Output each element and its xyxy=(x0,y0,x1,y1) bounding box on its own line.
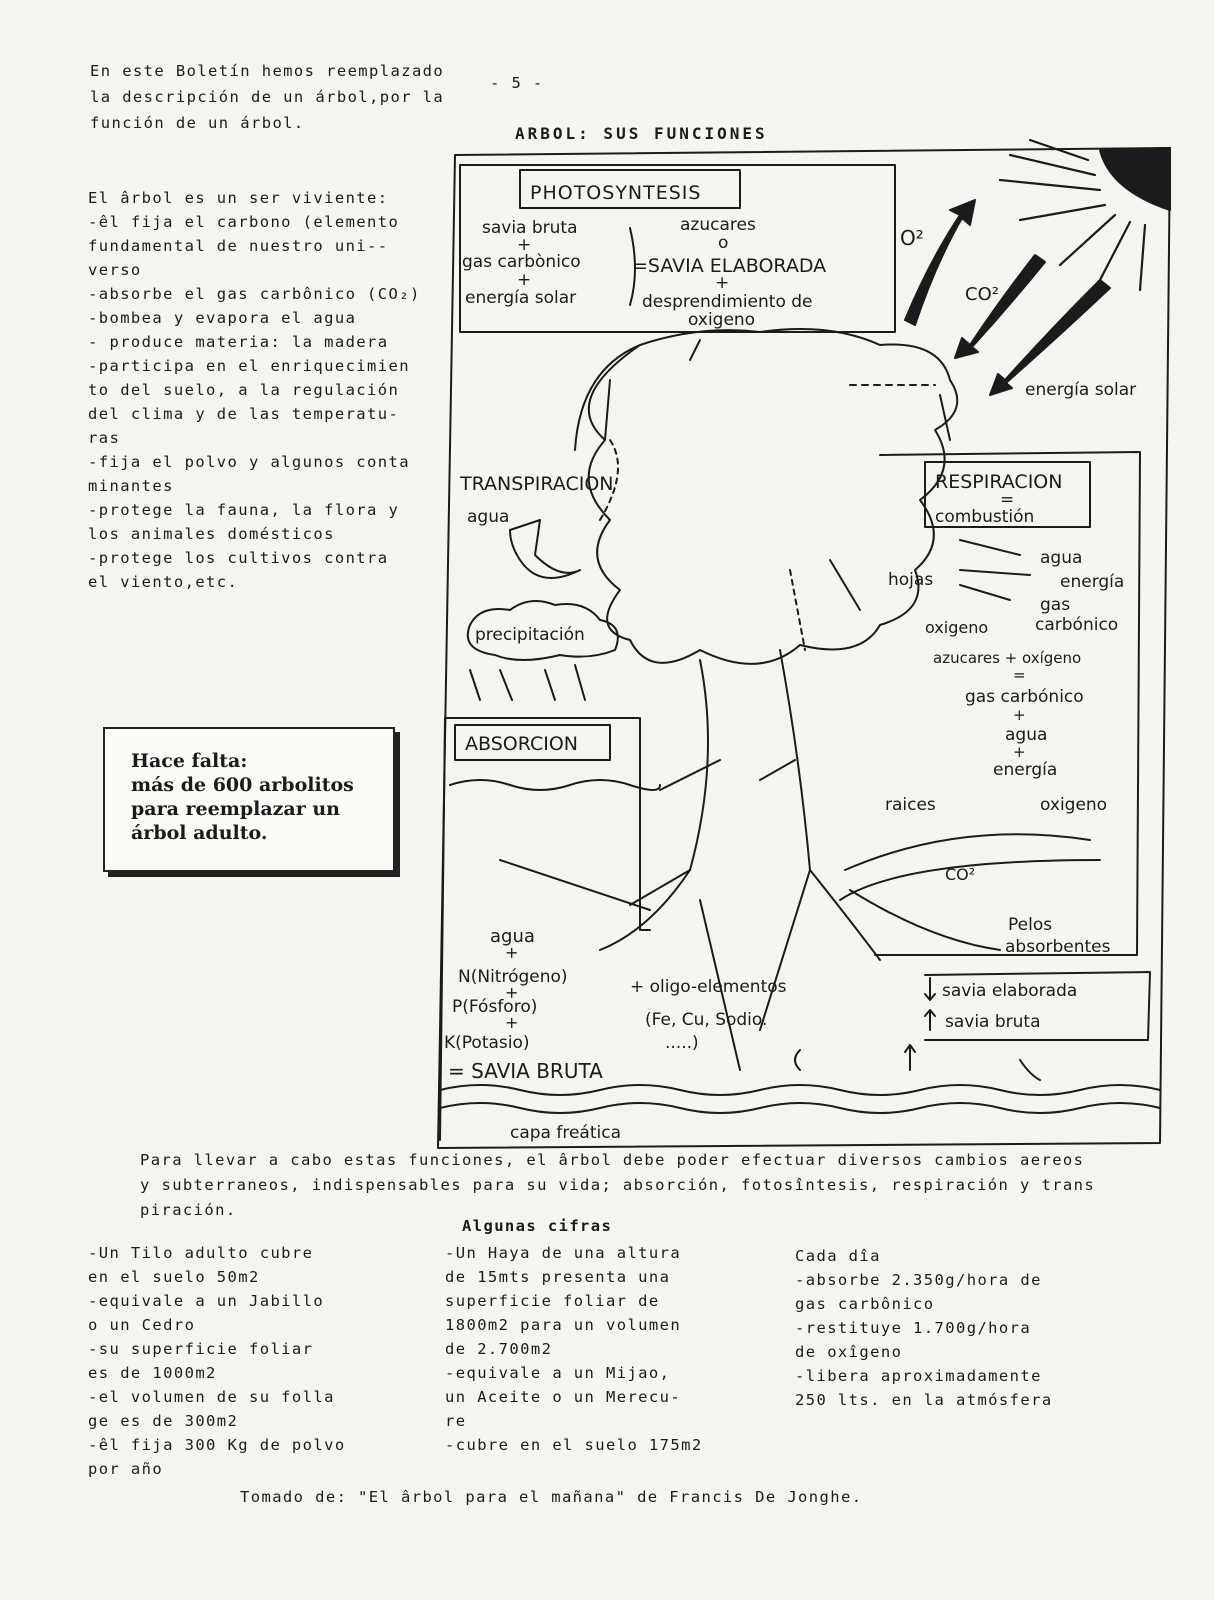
fact-line: to del suelo, a la regulación xyxy=(88,381,400,399)
co2-arrow-icon xyxy=(955,255,1045,358)
cifras-line: -restituye 1.700g/hora xyxy=(795,1319,1032,1337)
absorption-input-3: N(Nitrógeno) xyxy=(458,967,568,987)
o2-label: O² xyxy=(900,226,924,250)
fact-line: los animales domésticos xyxy=(88,525,335,543)
cifras-column-haya xyxy=(445,1241,703,1457)
cifras-line: -equivale a un Mijao, xyxy=(445,1364,671,1382)
cifras-line: de 15mts presenta una xyxy=(445,1268,671,1286)
fact-line: -absorbe el gas carbônico (CO₂) xyxy=(88,285,421,303)
sun-icon xyxy=(1100,148,1170,210)
fact-line: el viento,etc. xyxy=(88,573,239,591)
roots-co2: CO² xyxy=(945,865,976,884)
roots-oxigeno: oxigeno xyxy=(1040,795,1108,815)
fact-line: verso xyxy=(88,261,142,279)
cifras-line: -el volumen de su folla xyxy=(88,1388,335,1406)
absorption-input-4: + xyxy=(505,983,519,1002)
respiration-oxigeno: oxigeno xyxy=(925,618,989,637)
respiration-product-3: gas xyxy=(1040,595,1071,615)
cifras-line: -absorbe 2.350g/hora de xyxy=(795,1271,1042,1289)
fact-line: -fija el polvo y algunos conta xyxy=(88,453,410,471)
cifras-line: superficie foliar de xyxy=(445,1292,660,1310)
photo-output-2: o xyxy=(718,233,729,253)
respiration-eq: = xyxy=(1000,490,1015,510)
intro-line: la descripción de un árbol,por la xyxy=(90,88,445,106)
canopy xyxy=(589,329,958,664)
fact-line: El ârbol es un ser viviente: xyxy=(88,189,389,207)
fact-line: - produce materia: la madera xyxy=(88,333,389,351)
co2-label: CO² xyxy=(965,284,999,305)
cifras-line: ge es de 300m2 xyxy=(88,1412,239,1430)
fact-line: minantes xyxy=(88,477,174,495)
transpiration-agua: agua xyxy=(467,507,510,527)
precipitation-label: precipitación xyxy=(475,625,585,645)
cifras-column-cada-dia xyxy=(795,1244,1053,1412)
absorption-input-7: K(Potasio) xyxy=(444,1033,530,1053)
absorption-heading: ABSORCION xyxy=(465,733,579,755)
callout-line: árbol adulto. xyxy=(131,822,268,844)
paragraph-line: piración. xyxy=(140,1201,237,1219)
transpiration-drop-icon xyxy=(510,520,580,578)
energy-label: energía solar xyxy=(1025,380,1137,400)
cifras-line: -êl fija 300 Kg de polvo xyxy=(88,1436,346,1454)
respiration-product-1: agua xyxy=(1040,548,1083,568)
water-table-label: capa freática xyxy=(510,1123,622,1143)
photo-output-6: oxigeno xyxy=(688,310,756,330)
absorption-result: = SAVIA BRUTA xyxy=(448,1059,603,1083)
fact-line: -protege los cultivos contra xyxy=(88,549,389,567)
cifras-line: -Un Haya de una altura xyxy=(445,1244,682,1262)
photo-input-5: energía solar xyxy=(465,288,577,308)
respiration-hojas: hojas xyxy=(888,570,934,590)
callout-line: Hace falta: xyxy=(131,750,248,772)
respiration-eq-3: gas carbónico xyxy=(965,687,1084,707)
fact-line: -protege la fauna, la flora y xyxy=(88,501,400,519)
water-table-wave-1 xyxy=(440,1085,1160,1095)
intro-line: En este Boletín hemos reemplazado xyxy=(90,62,445,80)
cifras-line: 1800m2 para un volumen xyxy=(445,1316,682,1334)
callout-line: más de 600 arbolitos xyxy=(131,774,354,796)
callout-box xyxy=(103,727,395,872)
fact-line: fundamental de nuestro uni-- xyxy=(88,237,389,255)
intro-line: función de un árbol. xyxy=(90,114,305,132)
cifras-line: re xyxy=(445,1412,467,1430)
tree-trunk xyxy=(600,650,880,960)
respiration-sub: combustión xyxy=(935,507,1035,527)
fact-line: -participa en el enriquecimien xyxy=(88,357,410,375)
functions-paragraph xyxy=(140,1148,1095,1223)
cifras-line: un Aceite o un Merecu- xyxy=(445,1388,682,1406)
oligo-3: .....) xyxy=(665,1033,699,1053)
photo-output-3: =SAVIA ELABORADA xyxy=(632,255,827,277)
paragraph-line: y subterraneos, indispensables para su vida; absorción, fotosîntesis, respiración y trans xyxy=(140,1176,1096,1194)
photo-output-5: desprendimiento de xyxy=(642,292,813,312)
respiration-product-2: energía xyxy=(1060,572,1125,592)
fact-line: -bombea y evapora el agua xyxy=(88,309,357,327)
absorption-input-2: + xyxy=(505,943,519,962)
photo-input-1: savia bruta xyxy=(482,218,578,238)
absorption-input-6: + xyxy=(505,1013,519,1032)
respiration-product-4: carbónico xyxy=(1035,615,1119,635)
respiration-eq-1: azucares + oxígeno xyxy=(933,649,1082,667)
cifras-line: o un Cedro xyxy=(88,1316,196,1334)
callout-text xyxy=(131,749,354,845)
paragraph-line: Para llevar a cabo estas funciones, el ârbol debe poder efectuar diversos cambios aereos xyxy=(140,1151,1085,1169)
rain-icon xyxy=(470,665,585,700)
cifras-line: por año xyxy=(88,1460,164,1478)
absorption-input-5: P(Fósforo) xyxy=(452,997,538,1017)
fact-line: del clima y de las temperatu- xyxy=(88,405,400,423)
photo-output-1: azucares xyxy=(680,215,756,235)
cifras-line: de oxîgeno xyxy=(795,1343,903,1361)
fact-line: -êl fija el carbono (elemento xyxy=(88,213,400,231)
algunas-cifras-title: Algunas cifras xyxy=(462,1217,613,1235)
water-table-wave-2 xyxy=(440,1103,1160,1113)
cifras-line: -libera aproximadamente xyxy=(795,1367,1042,1385)
absorption-input-1: agua xyxy=(490,926,535,947)
transpiration-heading: TRANSPIRACION xyxy=(460,473,614,495)
diagram-title: ARBOL: SUS FUNCIONES xyxy=(515,124,768,143)
page-number: - 5 - xyxy=(490,74,544,92)
source-credit: Tomado de: "El ârbol para el mañana" de Francis De Jonghe. xyxy=(240,1488,863,1506)
cifras-line: -equivale a un Jabillo xyxy=(88,1292,325,1310)
roots-pelos-2: absorbentes xyxy=(1005,937,1111,957)
photo-input-4: + xyxy=(517,270,532,290)
respiration-eq-4: + xyxy=(1013,706,1026,724)
cifras-line: en el suelo 50m2 xyxy=(88,1268,260,1286)
intro-text xyxy=(90,58,444,136)
photo-input-3: gas carbònico xyxy=(462,252,581,272)
roots-pelos-1: Pelos xyxy=(1008,915,1053,935)
cifras-line: -Un Tilo adulto cubre xyxy=(88,1244,314,1262)
respiration-eq-7: energía xyxy=(993,760,1058,780)
ground-line xyxy=(450,780,660,790)
cifras-line: -su superficie foliar xyxy=(88,1340,314,1358)
respiration-eq-5: agua xyxy=(1005,725,1048,745)
respiration-eq-6: + xyxy=(1013,743,1026,761)
legend-savia-elaborada: savia elaborada xyxy=(942,981,1078,1001)
callout-line: para reemplazar un xyxy=(131,798,340,820)
cifras-line: gas carbônico xyxy=(795,1295,935,1313)
photo-input-2: + xyxy=(517,235,532,255)
cifras-column-tilo xyxy=(88,1241,346,1481)
cifras-line: -cubre en el suelo 175m2 xyxy=(445,1436,703,1454)
o2-arrow-icon xyxy=(905,200,975,325)
cifras-line: Cada dîa xyxy=(795,1247,881,1265)
photosynthesis-heading: PHOTOSYNTESIS xyxy=(530,182,702,204)
respiration-heading: RESPIRACION xyxy=(935,471,1063,493)
legend-savia-bruta: savia bruta xyxy=(945,1012,1041,1032)
oligo-2: (Fe, Cu, Sodio. xyxy=(645,1010,768,1030)
fact-line: ras xyxy=(88,429,121,447)
photo-output-4: + xyxy=(715,273,730,293)
roots-label: raices xyxy=(885,795,936,815)
cifras-line: 250 lts. en la atmósfera xyxy=(795,1391,1053,1409)
cifras-line: es de 1000m2 xyxy=(88,1364,217,1382)
cifras-line: de 2.700m2 xyxy=(445,1340,553,1358)
respiration-eq-2: = xyxy=(1013,666,1026,684)
tree-facts-list xyxy=(88,186,421,594)
oligo-1: + oligo-elementos xyxy=(630,977,787,997)
